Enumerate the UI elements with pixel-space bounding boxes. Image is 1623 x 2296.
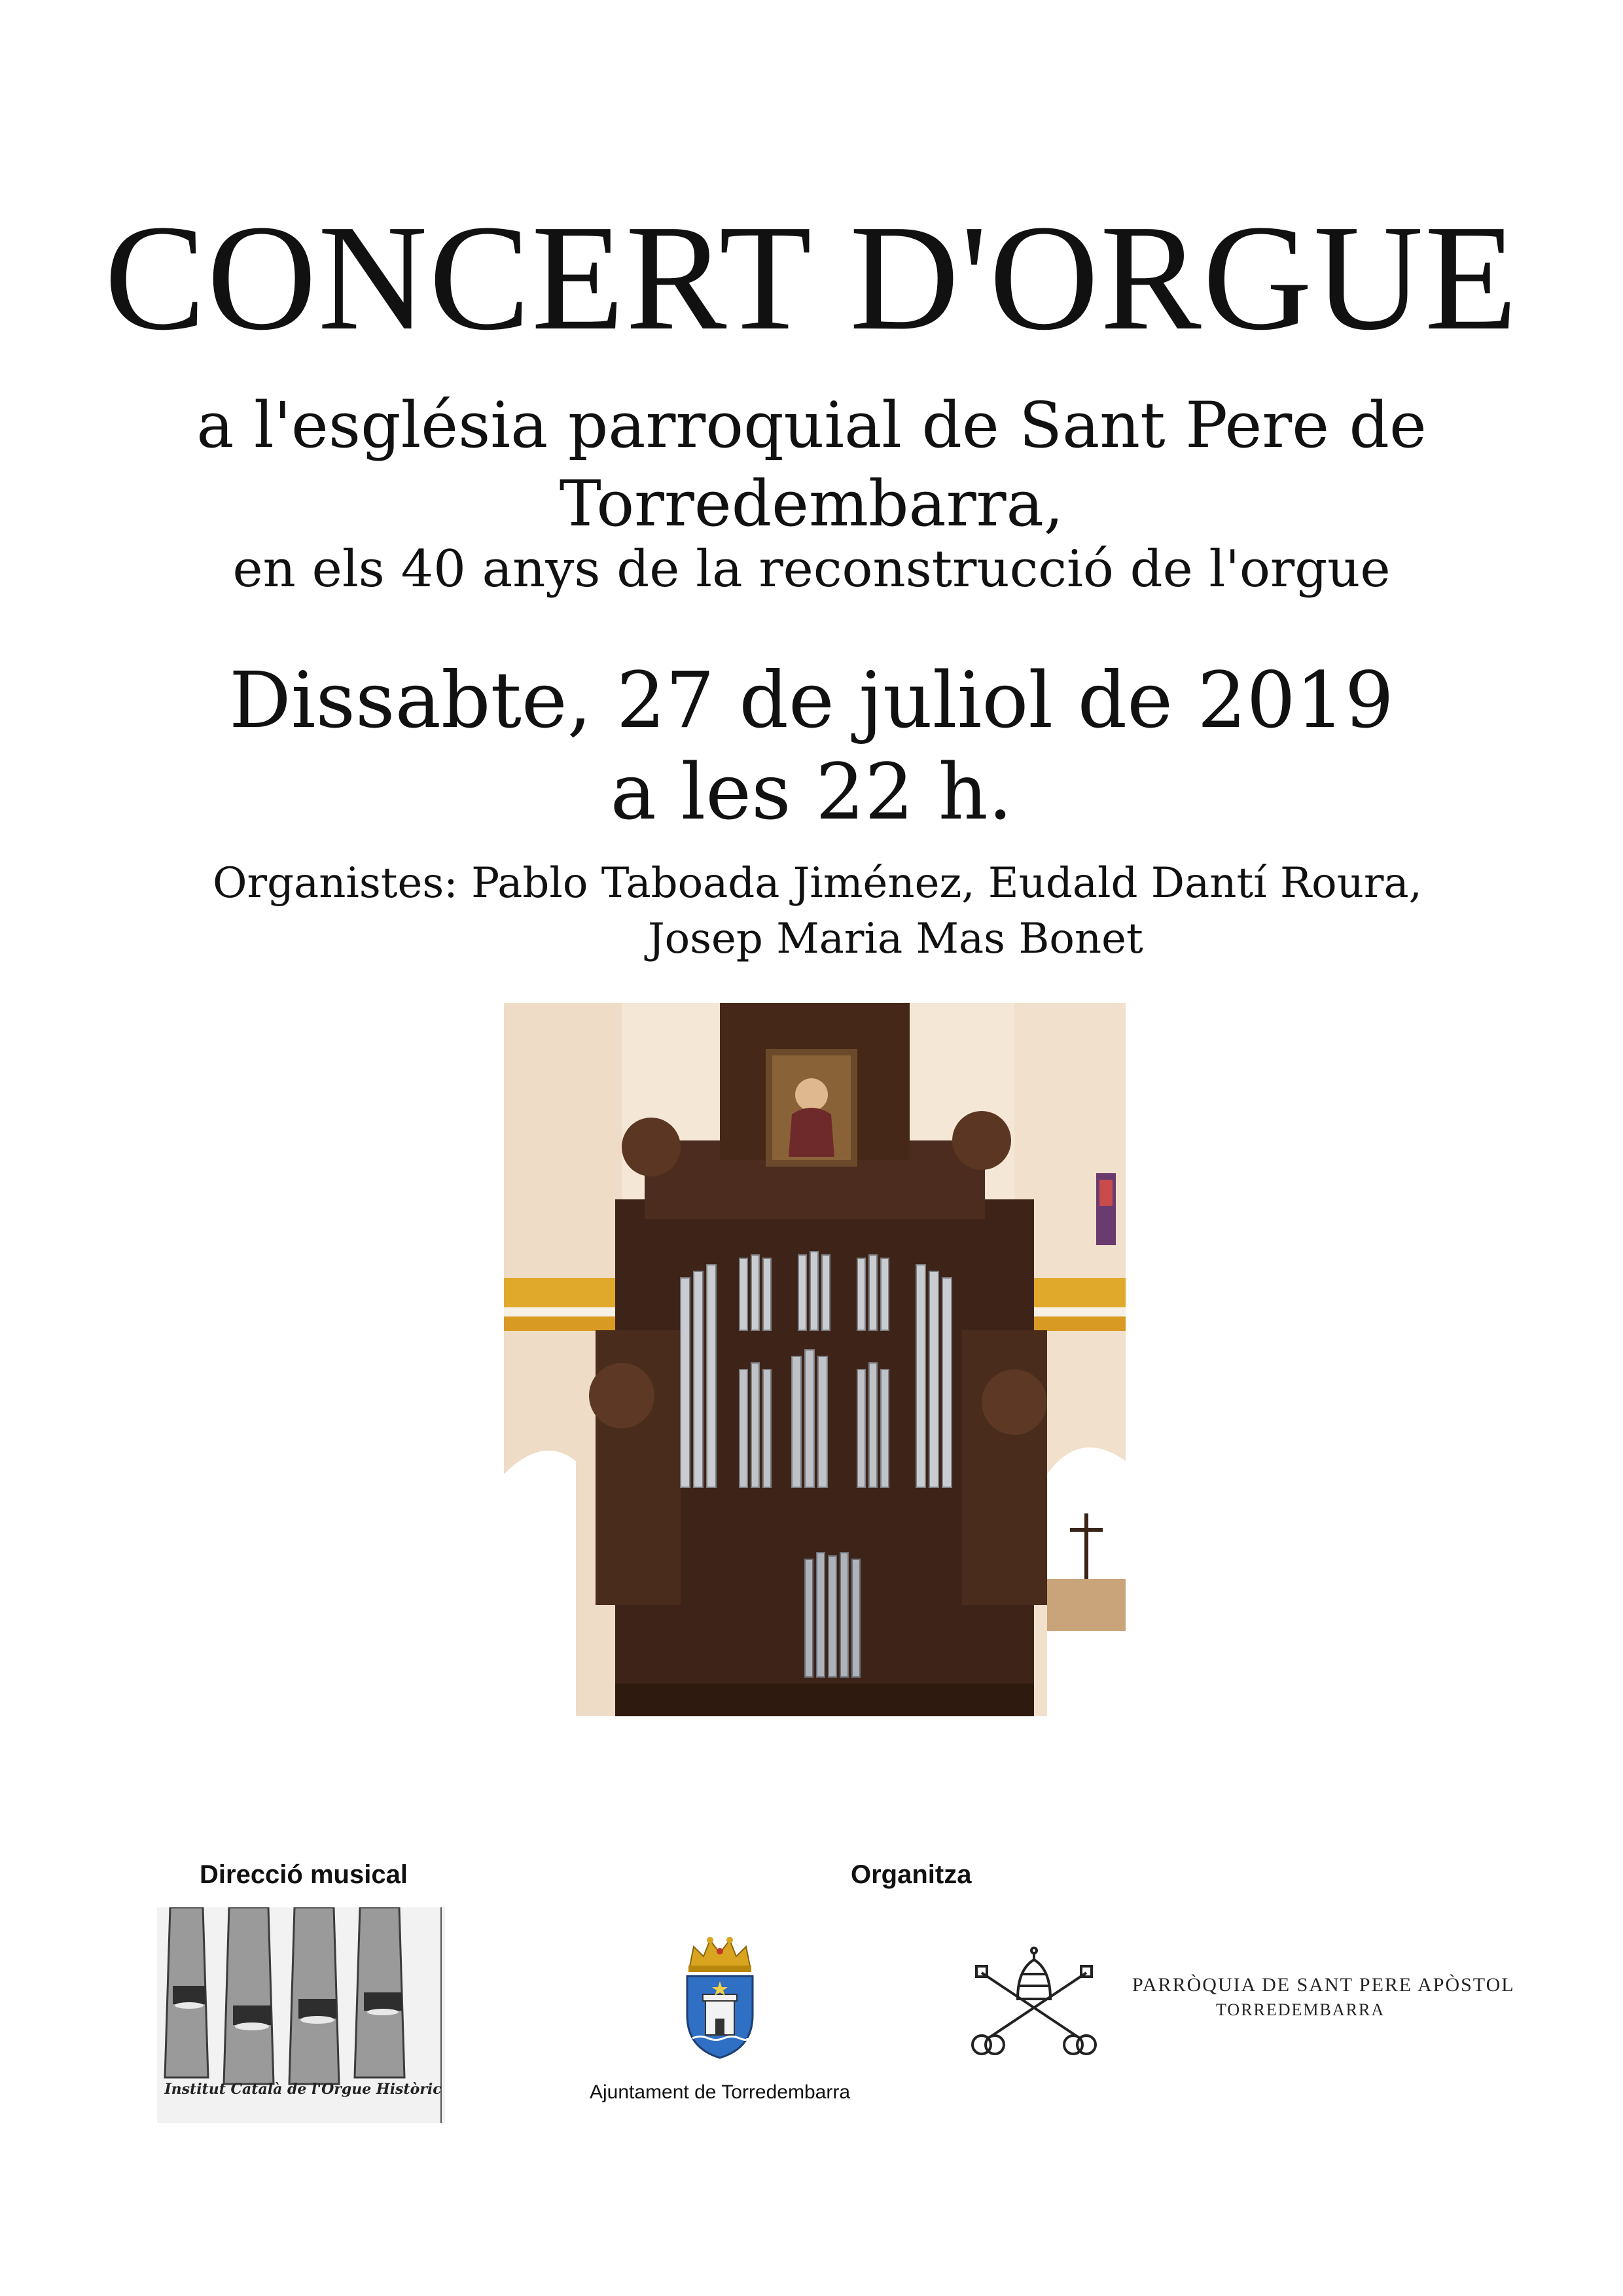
city-council-name: Ajuntament de Torredembarra [590,2081,850,2103]
musical-direction-label: Direcció musical [200,1860,408,1889]
subtitle-line-2: Torredembarra, [559,467,1064,540]
parish-name: PARRÒQUIA DE SANT PERE APÒSTOL [1132,1974,1515,1996]
subtitle-line-1: a l'església parroquial de Sant Pere de [196,389,1427,462]
town-council-shield-logo [681,1937,759,2061]
event-date: Dissabte, 27 de juliol de 2019 [229,655,1394,745]
institute-name: Institut Català de l'Orgue Històric [164,2081,442,2098]
organists-line-2: Josep Maria Mas Bonet [648,915,1143,963]
parish-town: TORREDEMBARRA [1216,2000,1385,2019]
organists-line-1: Organistes: Pablo Taboada Jiménez, Eudald Dantí Roura, [213,859,1422,908]
organizer-label: Organitza [851,1860,972,1889]
poster-title: CONCERT D'ORGUE [104,194,1519,362]
subtitle-line-3: en els 40 anys de la reconstrucció de l'orgue [232,540,1391,599]
organ-photo [504,1003,1126,1716]
event-time: a les 22 h. [610,747,1013,837]
papal-keys-emblem [962,1947,1106,2058]
